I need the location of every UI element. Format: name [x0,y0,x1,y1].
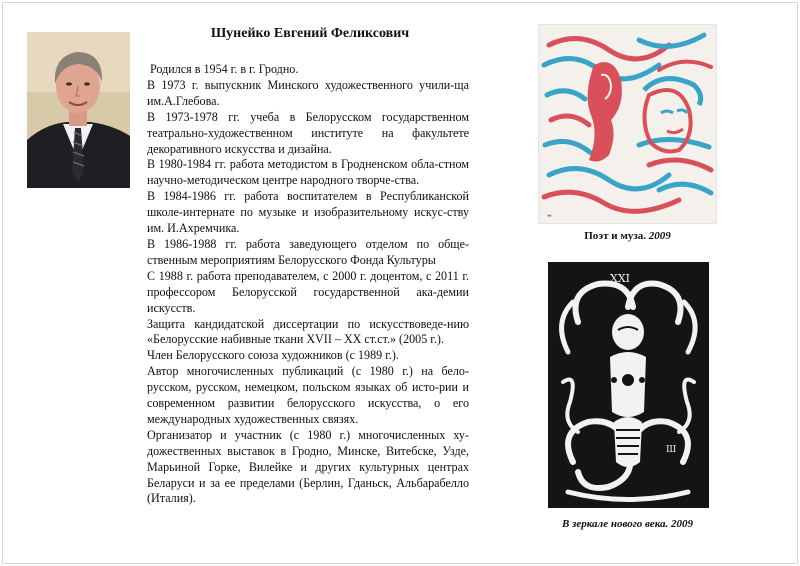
bio-paragraph: В 1973-1978 гг. учеба в Белорусском государственном театрально-художественном институте на факультете декоративного искусства и дизайна. [147,109,469,156]
artwork-mirror-new-century [548,262,709,508]
bio-paragraph: С 1988 г. работа преподавателем, с 2000 г. доцентом, с 2011 г. профессором Белорусской государственной ака-демии искусств. [147,268,469,315]
svg-text:Ш: Ш [666,445,677,455]
artwork-2-caption: В зеркале нового века. 2009 [562,518,693,530]
page-title: Шунейко Евгений Феликсович [210,26,410,41]
bio-paragraph: В 1986-1988 гг. работа заведующего отделом по обще-ственным мероприятиям Белорусского Фонда Культуры [147,236,469,267]
bio-paragraph: Защита кандидатской диссертации по искусствоведе-нию «Белорусские набивные ткани XVII – XX ст.ст.» (2005 г.). [147,316,469,347]
author-portrait [27,32,130,188]
svg-text:▬: ▬ [547,213,552,219]
bio-paragraph: В 1980-1984 гг. работа методистом в Гродненском обла-стном научно-методическом центре народного творче-ства. [147,157,469,188]
artwork-1-year: 2009 [648,230,671,242]
bio-paragraph: Родился в 1954 г. в г. Гродно. [150,62,299,76]
bio-paragraph: В 1984-1986 гг. работа воспитателем в Республиканской школе-интернате по музыке и изобразительному искус-ству им. И.Ахремчика. [147,189,469,236]
svg-text:XXI: XXI [610,272,631,285]
bio-paragraph: В 1973 г. выпускник Минского художественного учили-ща им.А.Глебова. [147,77,469,108]
biography-text [147,62,469,507]
artwork-poet-and-muse [538,24,717,224]
artwork-1-caption [538,230,717,242]
artwork-1-title: Поэт и муза. [584,230,647,242]
bio-paragraph: Член Белорусского союза художников (с 1989 г.). [147,348,399,363]
bio-paragraph: Автор многочисленных публикаций (с 1980 г.) на бело-русском, русском, немецком, польском языках об исто-рии и современном развитии белорусского искусства, о его международных художественных связях. [147,364,469,426]
bio-paragraph: Организатор и участник (с 1980 г.) многочисленных ху-дожественных выставок в Гродно, Минске, Витебске, Узде, Марьиной Горке, Вилейке и других культурных центрах Беларуси и за ее пределами (Берлин, Гданьск, Альбарабелло (Италия). [147,427,469,506]
